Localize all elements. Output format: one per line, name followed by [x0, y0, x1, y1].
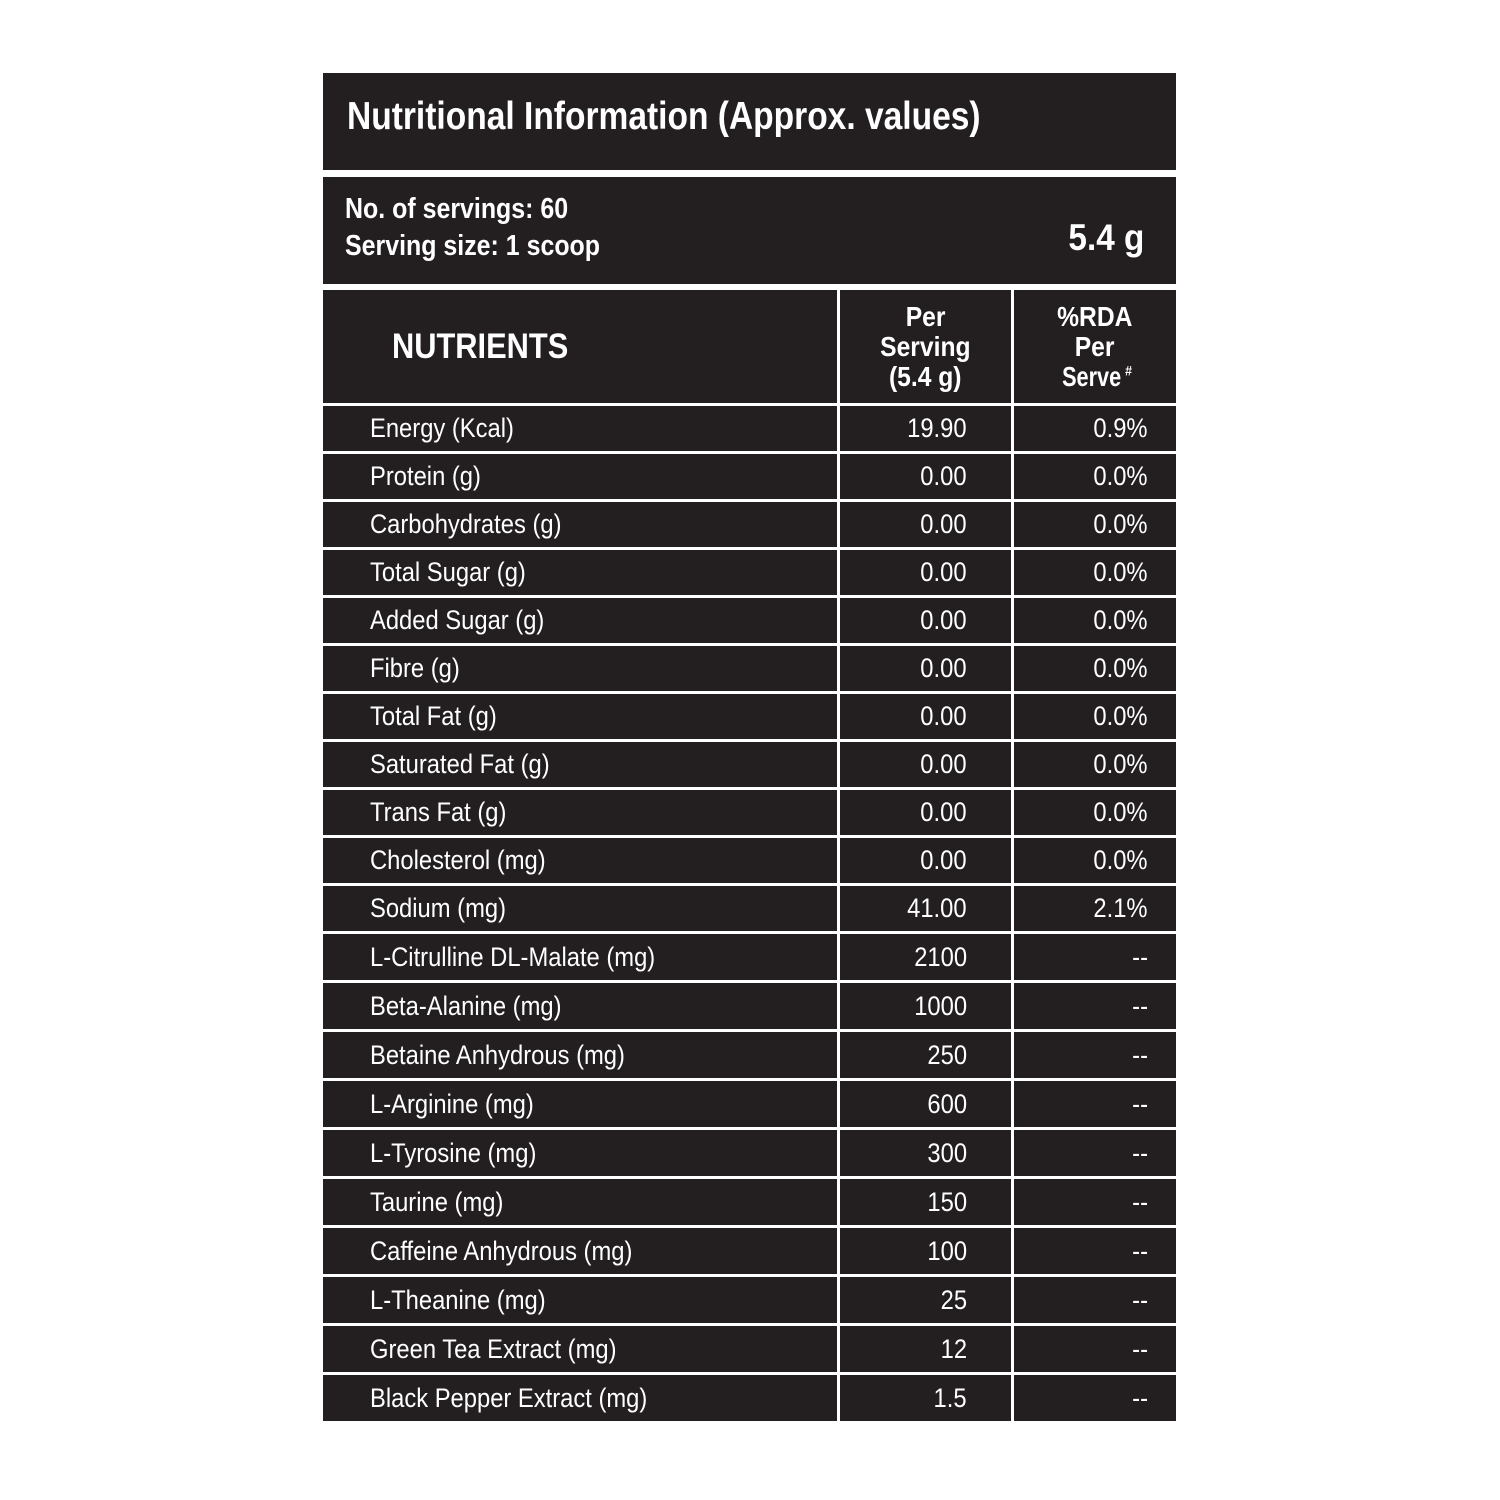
- nutrient-name-cell: [323, 1326, 837, 1372]
- rda-cell: [1014, 1228, 1176, 1274]
- per-serving-cell: [840, 934, 1011, 980]
- per-serving-value: 41.00: [907, 893, 967, 923]
- nutrient-name-cell: [323, 1277, 837, 1323]
- nutrient-name: Saturated Fat (g): [370, 749, 550, 779]
- rda-cell: [1014, 598, 1176, 643]
- rda-value: --: [1132, 1285, 1148, 1315]
- per-serving-cell: [840, 838, 1011, 883]
- per-serving-value: 0.00: [920, 605, 967, 635]
- nutrient-name-cell: [323, 1081, 837, 1127]
- title-block: [323, 73, 1176, 170]
- rda-value: 0.0%: [1093, 749, 1148, 779]
- nutrient-name: L-Theanine (mg): [370, 1285, 546, 1315]
- nutrient-name: Beta-Alanine (mg): [370, 991, 562, 1021]
- rda-cell: [1014, 1179, 1176, 1225]
- rda-cell: [1014, 454, 1176, 499]
- per-serving-value: 250: [927, 1040, 967, 1070]
- nutrient-table: [323, 290, 1176, 1421]
- nutrient-name-cell: [323, 983, 837, 1029]
- per-serving-value: 19.90: [907, 413, 967, 443]
- serving-info-block: [323, 177, 1176, 284]
- rda-value: --: [1132, 991, 1148, 1021]
- rda-header-line: Serve: [1062, 360, 1122, 392]
- rda-cell: [1014, 1081, 1176, 1127]
- nutrient-name: Energy (Kcal): [370, 413, 514, 443]
- per-serving-value: 0.00: [920, 701, 967, 731]
- per-serving-cell: [840, 1326, 1011, 1372]
- per-serving-cell: [840, 1081, 1011, 1127]
- per-serving-value: 100: [927, 1236, 967, 1266]
- per-serving-value: 0.00: [920, 461, 967, 491]
- rda-cell: [1014, 886, 1176, 931]
- per-serving-value: 0.00: [920, 557, 967, 587]
- per-serving-value: 1000: [914, 991, 967, 1021]
- nutrient-name-cell: [323, 934, 837, 980]
- nutrient-name: Added Sugar (g): [370, 605, 545, 635]
- nutrient-name-cell: [323, 1032, 837, 1078]
- nutrient-name: Total Sugar (g): [370, 557, 526, 587]
- nutrient-name: Trans Fat (g): [370, 797, 507, 827]
- rda-cell: [1014, 742, 1176, 787]
- rda-value: --: [1132, 1236, 1148, 1266]
- per-serving-value: 2100: [914, 942, 967, 972]
- per-serving-value: 1.5: [933, 1383, 967, 1413]
- nutrient-name-cell: [323, 1375, 837, 1421]
- rda-cell: [1014, 1326, 1176, 1372]
- per-serving-value: 0.00: [920, 653, 967, 683]
- rda-value: --: [1132, 1187, 1148, 1217]
- rda-value: --: [1132, 1089, 1148, 1119]
- rda-value: 2.1%: [1093, 893, 1148, 923]
- nutrient-name-cell: [323, 838, 837, 883]
- per-serving-cell: [840, 1375, 1011, 1421]
- nutrient-name: Total Fat (g): [370, 701, 497, 731]
- per-serving-value: 600: [927, 1089, 967, 1119]
- nutrient-name-cell: [323, 1130, 837, 1176]
- per-serving-value: 25: [940, 1285, 967, 1315]
- nutrient-name: L-Arginine (mg): [370, 1089, 534, 1119]
- nutrient-name-cell: [323, 742, 837, 787]
- nutrient-name: Cholesterol (mg): [370, 845, 546, 875]
- rda-value: --: [1132, 1334, 1148, 1364]
- per-serving-header-line: (5.4 g): [889, 360, 962, 392]
- nutrient-name-cell: [323, 1179, 837, 1225]
- servings-count: No. of servings: 60: [345, 193, 569, 225]
- nutrient-name: Carbohydrates (g): [370, 509, 562, 539]
- rda-value: 0.0%: [1093, 509, 1148, 539]
- nutrient-name-cell: [323, 550, 837, 595]
- nutrient-name: Fibre (g): [370, 653, 460, 683]
- nutrition-facts-panel: [323, 73, 1176, 1425]
- rda-cell: [1014, 502, 1176, 547]
- nutrient-name-cell: [323, 790, 837, 835]
- per-serving-cell: [840, 742, 1011, 787]
- per-serving-cell: [840, 790, 1011, 835]
- nutrient-name-cell: [323, 406, 837, 451]
- nutrients-header-label: NUTRIENTS: [392, 327, 569, 366]
- per-serving-value: 150: [927, 1187, 967, 1217]
- rda-value: 0.9%: [1093, 413, 1148, 443]
- per-serving-cell: [840, 598, 1011, 643]
- serving-size: Serving size: 1 scoop: [345, 230, 601, 262]
- nutrient-name: Protein (g): [370, 461, 481, 491]
- nutrient-name-cell: [323, 598, 837, 643]
- nutrient-name: Sodium (mg): [370, 893, 507, 923]
- per-serving-cell: [840, 646, 1011, 691]
- column-header-per-serving: [840, 290, 1011, 403]
- rda-cell: [1014, 934, 1176, 980]
- rda-cell: [1014, 1130, 1176, 1176]
- rda-cell: [1014, 1032, 1176, 1078]
- rda-value: 0.0%: [1093, 845, 1148, 875]
- rda-cell: [1014, 694, 1176, 739]
- rda-header-line: Per: [1075, 330, 1115, 362]
- nutrient-name: L-Citrulline DL-Malate (mg): [370, 942, 656, 972]
- per-serving-value: 0.00: [920, 749, 967, 779]
- nutrient-name: Betaine Anhydrous (mg): [370, 1040, 625, 1070]
- per-serving-value: 0.00: [920, 797, 967, 827]
- rda-cell: [1014, 550, 1176, 595]
- panel-title: Nutritional Information (Approx. values): [347, 95, 981, 138]
- nutrient-name-cell: [323, 646, 837, 691]
- nutrient-name-cell: [323, 694, 837, 739]
- rda-value: 0.0%: [1093, 653, 1148, 683]
- per-serving-cell: [840, 406, 1011, 451]
- rda-header-line: %RDA: [1057, 300, 1133, 332]
- nutrient-name: L-Tyrosine (mg): [370, 1138, 537, 1168]
- per-serving-cell: [840, 1179, 1011, 1225]
- rda-value: --: [1132, 942, 1148, 972]
- nutrient-name-cell: [323, 454, 837, 499]
- nutrient-name-cell: [323, 502, 837, 547]
- per-serving-value: 300: [927, 1138, 967, 1168]
- per-serving-cell: [840, 886, 1011, 931]
- rda-footnote-mark: #: [1125, 362, 1133, 379]
- rda-value: 0.0%: [1093, 797, 1148, 827]
- serving-weight: 5.4 g: [1068, 217, 1144, 258]
- nutrient-name: Black Pepper Extract (mg): [370, 1383, 648, 1413]
- per-serving-cell: [840, 1130, 1011, 1176]
- per-serving-cell: [840, 694, 1011, 739]
- rda-value: 0.0%: [1093, 557, 1148, 587]
- rda-header-line-serve: [1058, 362, 1132, 392]
- per-serving-cell: [840, 502, 1011, 547]
- nutrient-name: Green Tea Extract (mg): [370, 1334, 617, 1364]
- rda-cell: [1014, 838, 1176, 883]
- nutrient-name-cell: [323, 1228, 837, 1274]
- per-serving-cell: [840, 983, 1011, 1029]
- nutrient-name: Taurine (mg): [370, 1187, 504, 1217]
- rda-value: --: [1132, 1138, 1148, 1168]
- rda-cell: [1014, 646, 1176, 691]
- rda-value: 0.0%: [1093, 461, 1148, 491]
- rda-cell: [1014, 790, 1176, 835]
- per-serving-cell: [840, 454, 1011, 499]
- rda-value: --: [1132, 1383, 1148, 1413]
- per-serving-value: 0.00: [920, 509, 967, 539]
- rda-cell: [1014, 406, 1176, 451]
- nutrient-name-cell: [323, 886, 837, 931]
- column-header-nutrients: [323, 290, 837, 403]
- nutrient-name: Caffeine Anhydrous (mg): [370, 1236, 633, 1266]
- per-serving-cell: [840, 550, 1011, 595]
- rda-value: 0.0%: [1093, 605, 1148, 635]
- column-header-rda: [1014, 290, 1176, 403]
- per-serving-cell: [840, 1277, 1011, 1323]
- rda-cell: [1014, 1277, 1176, 1323]
- per-serving-header-line: Serving: [880, 330, 971, 362]
- rda-value: --: [1132, 1040, 1148, 1070]
- per-serving-cell: [840, 1032, 1011, 1078]
- rda-cell: [1014, 983, 1176, 1029]
- per-serving-cell: [840, 1228, 1011, 1274]
- per-serving-header-line: Per: [905, 300, 946, 332]
- per-serving-value: 12: [940, 1334, 967, 1364]
- per-serving-value: 0.00: [920, 845, 967, 875]
- rda-value: 0.0%: [1093, 701, 1148, 731]
- rda-cell: [1014, 1375, 1176, 1421]
